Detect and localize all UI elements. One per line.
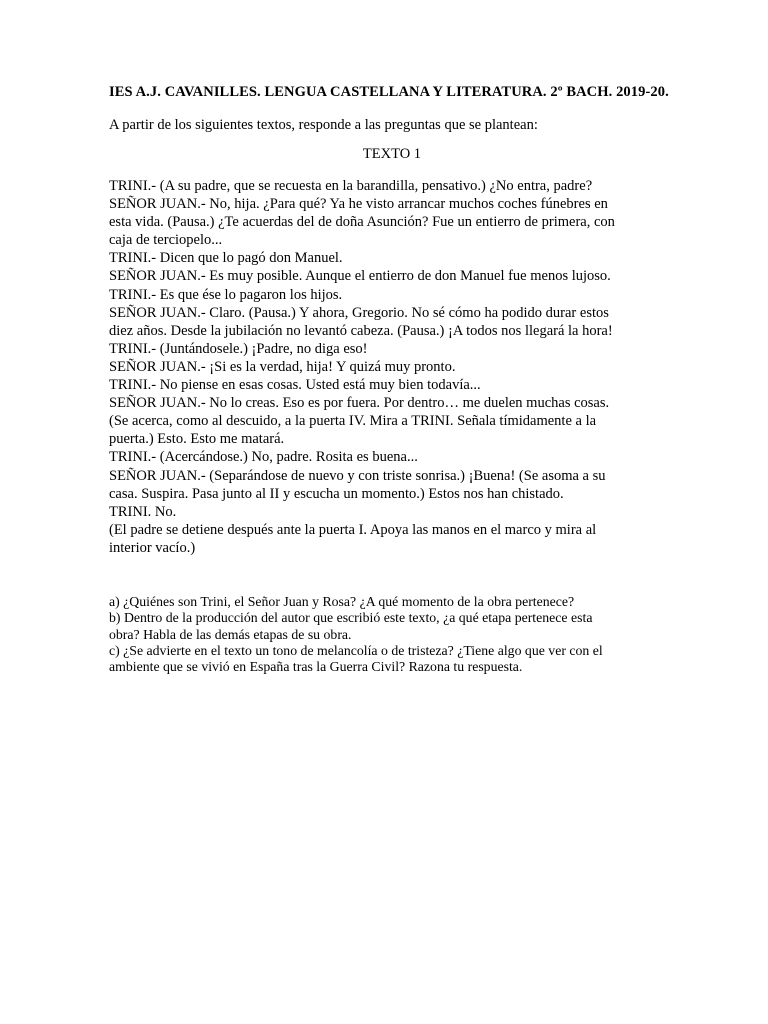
passage-line: TRINI. No.: [109, 503, 177, 520]
dialogue-passage: [109, 177, 629, 557]
passage-line: (El padre se detiene después ante la puerta I. Apoya las manos en el marco y mira al: [109, 521, 597, 538]
question-line: obra? Habla de las demás etapas de su obra.: [109, 626, 352, 642]
passage-line: SEÑOR JUAN.- Es muy posible. Aunque el entierro de don Manuel fue menos lujoso.: [109, 268, 611, 285]
passage-line: TRINI.- No piense en esas cosas. Usted está muy bien todavía...: [109, 377, 481, 394]
passage-line: (Se acerca, como al descuido, a la puerta IV. Mira a TRINI. Señala tímidamente a la: [109, 413, 597, 430]
passage-line: TRINI.- Dicen que lo pagó don Manuel.: [109, 250, 343, 267]
passage-line: casa. Suspira. Pasa junto al II y escucha un momento.) Estos nos han chistado.: [109, 485, 564, 502]
passage-line: interior vacío.): [109, 539, 196, 556]
passage-line: TRINI.- (A su padre, que se recuesta en la barandilla, pensativo.) ¿No entra, padre?: [109, 178, 593, 194]
passage-line: SEÑOR JUAN.- ¡Si es la verdad, hija! Y quizá muy pronto.: [109, 358, 456, 375]
passage-line: esta vida. (Pausa.) ¿Te acuerdas del de doña Asunción? Fue un entierro de primera, con: [109, 214, 615, 231]
passage-line: TRINI.- (Acercándose.) No, padre. Rosita es buena...: [109, 449, 418, 466]
question-line: a) ¿Quiénes son Trini, el Señor Juan y Rosa? ¿A qué momento de la obra pertenece?: [109, 594, 575, 609]
passage-line: SEÑOR JUAN.- Claro. (Pausa.) Y ahora, Gregorio. No sé cómo ha podido durar estos: [109, 304, 609, 321]
passage-line: diez años. Desde la jubilación no levantó cabeza. (Pausa.) ¡A todos nos llegará la hora!: [109, 322, 613, 339]
question-line: c) ¿Se advierte en el texto un tono de melancolía o de tristeza? ¿Tiene algo que ver con el: [109, 642, 603, 658]
passage-line: puerta.) Esto. Esto me matará.: [109, 431, 285, 448]
question-line: b) Dentro de la producción del autor que escribió este texto, ¿a qué etapa pertenece esta: [109, 610, 593, 626]
passage-line: SEÑOR JUAN.- No, hija. ¿Para qué? Ya he visto arrancar muchos coches fúnebres en: [109, 196, 608, 213]
questions-list: [109, 594, 629, 675]
passage-line: TRINI.- (Juntándosele.) ¡Padre, no diga eso!: [109, 340, 368, 357]
passage-line: SEÑOR JUAN.- No lo creas. Eso es por fuera. Por dentro… me duelen muchas cosas.: [109, 395, 610, 412]
passage-line: caja de terciopelo...: [109, 232, 223, 249]
text-title: TEXTO 1: [362, 146, 422, 162]
intro-instructions: A partir de los siguientes textos, responde a las preguntas que se plantean:: [109, 117, 538, 133]
question-line: ambiente que se vivió en España tras la Guerra Civil? Razona tu respuesta.: [109, 659, 523, 675]
passage-line: SEÑOR JUAN.- (Separándose de nuevo y con triste sonrisa.) ¡Buena! (Se asoma a su: [109, 467, 606, 484]
passage-line: TRINI.- Es que ése lo pagaron los hijos.: [109, 286, 343, 303]
document-header: IES A.J. CAVANILLES. LENGUA CASTELLANA Y LITERATURA. 2º BACH. 2019-20.: [109, 84, 669, 100]
